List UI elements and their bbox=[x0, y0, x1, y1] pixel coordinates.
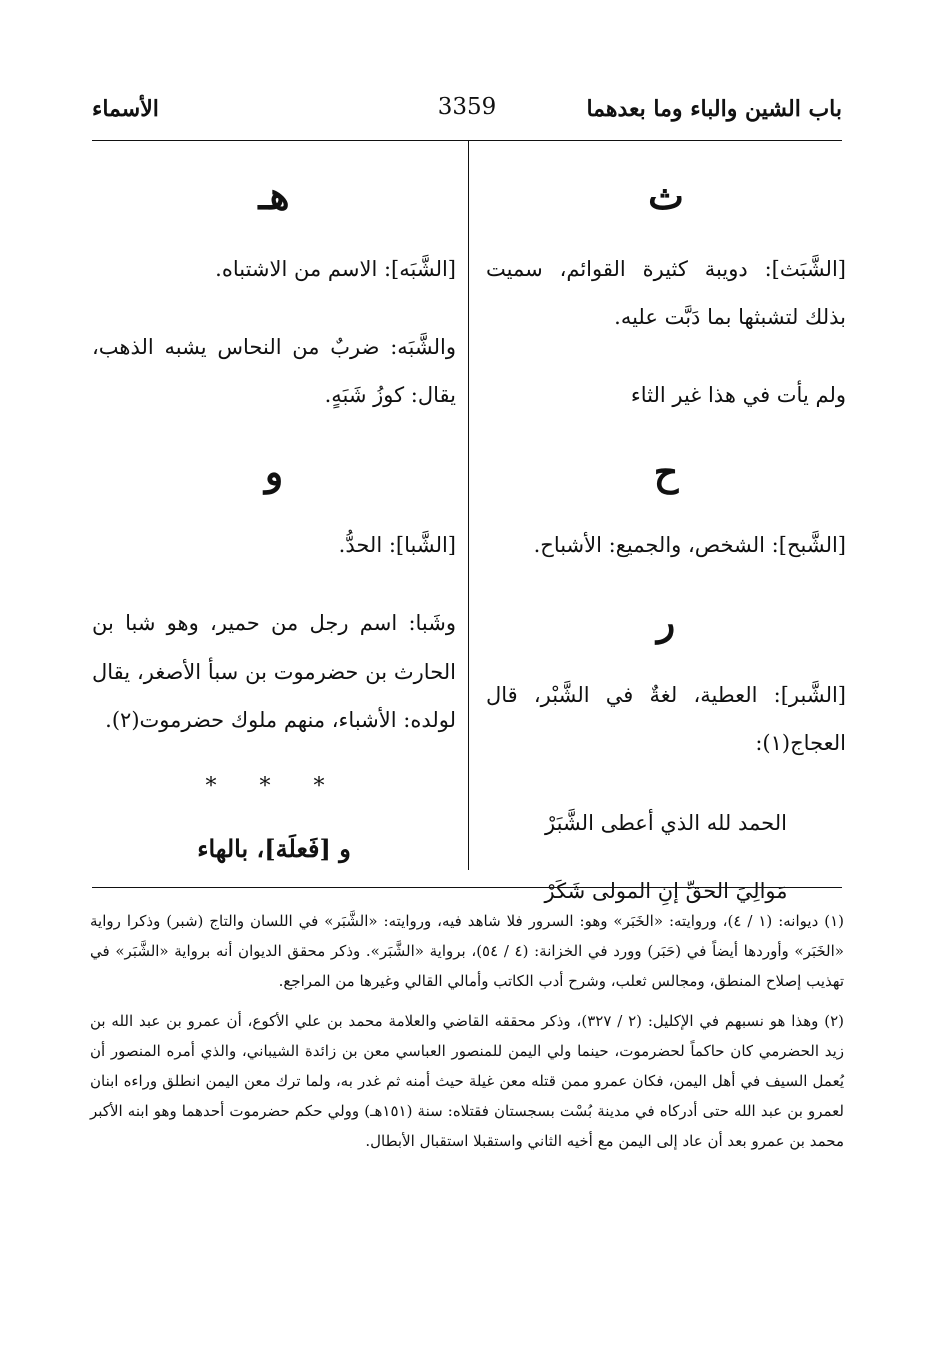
footnote-rule bbox=[92, 887, 842, 888]
note-tha-only: ولم يأت في هذا غير الثاء bbox=[630, 383, 846, 408]
entry-shabah-ishtibah: [الشَّبَه]: الاسم من الاشتباه. bbox=[215, 256, 456, 281]
right-column bbox=[486, 155, 846, 934]
section-letter-tha: ث bbox=[648, 173, 684, 218]
entry-shaba-himyar: وشَبا: اسم رجل من حمير، وهو شبا بن الحارث بن حضرموت بن سبأ الأصغر، يقال لولده: الأشباء، منهم ملوك حضرموت(٢). bbox=[92, 611, 456, 732]
entry-shabah: [الشَّبح]: الشخص، والجميع: الأشباح. bbox=[533, 533, 846, 558]
section-letter-ra: ر bbox=[656, 599, 676, 645]
left-column bbox=[92, 155, 456, 863]
section-letter-ha: ح bbox=[653, 449, 679, 495]
entry-shabath: [الشَّبَث]: دويبة كثيرة القوائم، سميت بذلك لتشبثها بما دَبَّت عليه. bbox=[486, 256, 846, 329]
subsection-heading: و [فَعلَة]، بالهاء bbox=[197, 833, 351, 863]
entry-shabah-nuhas: والشَّبَه: ضربٌ من النحاس يشبه الذهب، يقال: كوزُ شَبَهٍ. bbox=[92, 334, 456, 408]
footnotes bbox=[90, 906, 844, 1166]
footnote-1: (١) ديوانه: (١ / ٤)، وروايته: «الخَبَر» وهو: السرور فلا شاهد فيه، وروايته: «الشَّبَر» في اللسان والتاج (شبر) وذكرا رواية «الخَبَر» وأوردها أيضاً في (حَبَر) وورد في الخزانة: (٤ / ٥٤)، برواية «الشَّبَر». وذكر محقق الديوان أنه برواية «الشَّبَر» في تهذيب إصلاح المنطق، ومجالس ثعلب، وشرح أدب الكاتب وأمالي القالي وغيرها من المراجع. bbox=[90, 912, 844, 990]
header-rule bbox=[92, 140, 842, 141]
section-letter-ha2: هـ bbox=[258, 173, 290, 218]
verse-line-1: الحمد لله الذي أعطى الشَّبَرْ bbox=[545, 810, 787, 835]
footnote-2: (٢) وهذا هو نسبهم في الإكليل: (٢ / ٣٢٧)، وذكر محققه القاضي والعلامة محمد بن علي الأكوع، أن عمرو بن عبد الله بن زيد الحضرمي كان حاكماً لحضرموت، حينما ولي اليمن للمنصور العباسي معن بن زائدة الشيباني، والذي أمره المنصور أن يُعمل السيف في أهل اليمن، فكان عمرو ممن قتله معن غيلة حيث أمنه ثم غدر به، ولما ترك معن اليمن انطلق وراءه ابنان لعمرو بن عبد الله حتى أدركاه في مدينة بُسْت بسجستان فقتلاه: سنة (١٥١هـ) وولي حكم حضرموت أحدهما وهو ابنه الأكبر محمد بن عمرو بعد أن عاد إلى اليمن مع أخيه الثاني واستقبلا استقبال الأبطال. bbox=[90, 1012, 845, 1150]
running-header-section: الأسماء bbox=[92, 96, 159, 122]
entry-shabar: [الشَّبر]: العطية، لغةٌ في الشَّبْر، قال العجاج(١): bbox=[486, 682, 846, 756]
page-number: 3359 bbox=[437, 94, 497, 120]
running-header-chapter: باب الشين والباء وما بعدهما bbox=[586, 96, 842, 122]
section-letter-waw: و bbox=[264, 449, 284, 495]
entry-shaba: [الشَّبا]: الحدُّ. bbox=[338, 533, 456, 558]
verse-line-2: مَوالِيَ الحقِّ إنِ المولى شَكَرْ bbox=[544, 878, 788, 903]
section-separator-stars: * * * bbox=[205, 774, 343, 800]
column-divider bbox=[468, 140, 469, 870]
